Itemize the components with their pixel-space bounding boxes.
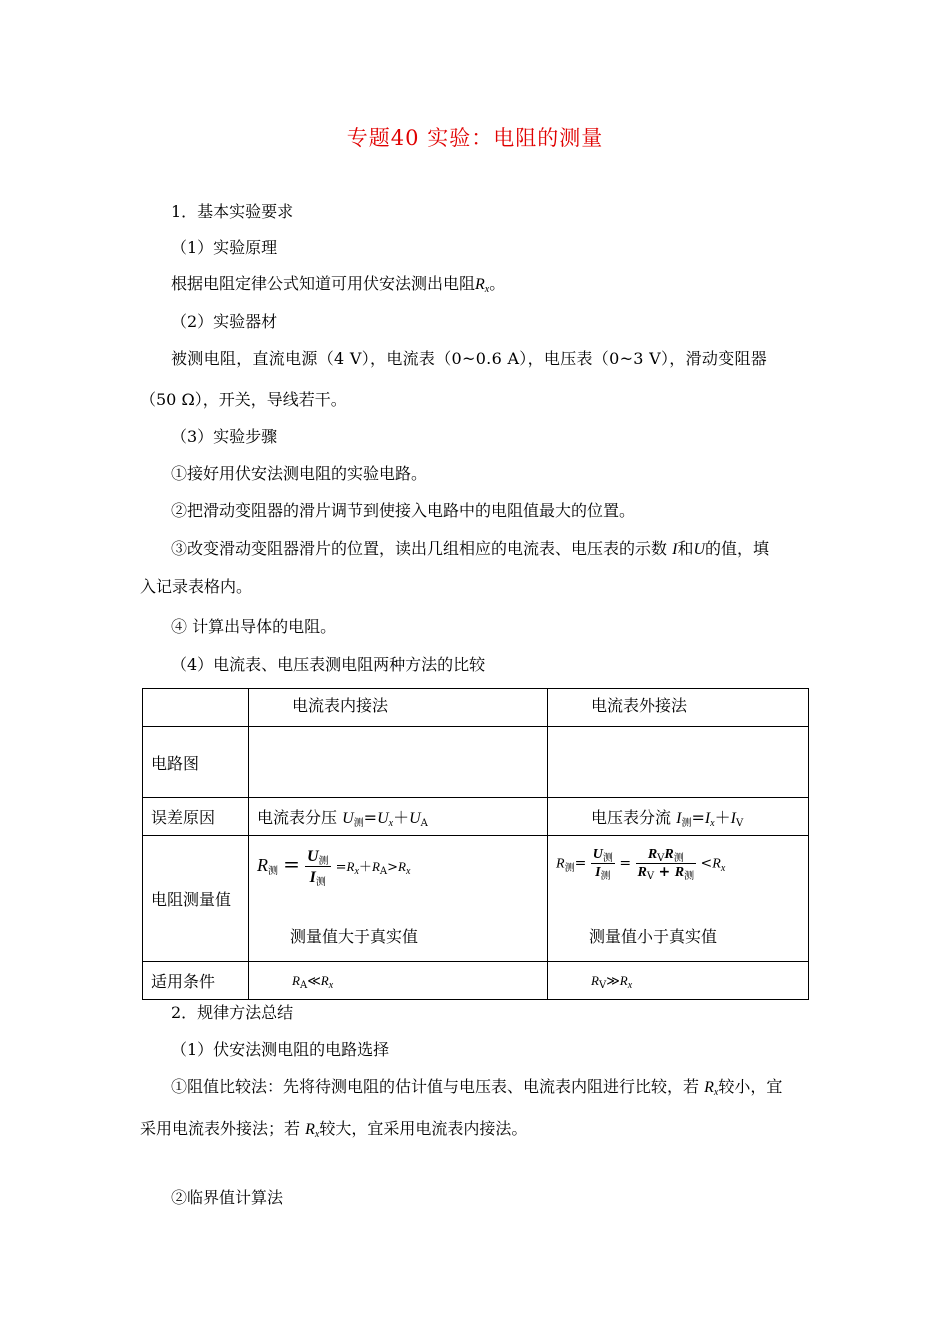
table-corner-cell	[143, 689, 249, 727]
row-label-error: 误差原因	[143, 798, 249, 836]
step-3-line-2: 入记录表格内。	[140, 577, 253, 596]
section-2-heading: 2．规律方法总结	[171, 1003, 294, 1022]
section-1-heading: 1．基本实验要求	[171, 202, 294, 221]
header-outer-method: 电流表外接法	[548, 689, 809, 727]
table-row	[143, 727, 809, 798]
row-label-circuit: 电路图	[143, 727, 249, 798]
method-2: ②临界值计算法	[171, 1188, 284, 1207]
table-row	[143, 798, 809, 836]
header-inner-method: 电流表内接法	[249, 689, 548, 727]
outer-value-formula: $R_测=$ $\frac{U_测}{I_测}$ = $\frac{R_VR_测}{R_V + R_测}$ $<R_x$	[556, 847, 726, 882]
page-title: 专题40 实验：电阻的测量	[346, 126, 604, 150]
principle-text: 根据电阻定律公式知道可用伏安法测出电阻Rx。	[171, 274, 506, 295]
row-label-condition: 适用条件	[143, 962, 249, 1000]
inner-value-note: 测量值大于真实值	[290, 927, 419, 946]
subsection-steps: （3）实验步骤	[171, 427, 278, 446]
outer-condition: $R_V≫R_x$	[548, 962, 809, 1000]
subsection-comparison: （4）电流表、电压表测电阻两种方法的比较	[171, 655, 486, 674]
inner-measured-value	[249, 836, 548, 962]
outer-circuit-diagram	[548, 727, 809, 798]
outer-value-note: 测量值小于真实值	[589, 927, 718, 946]
inner-value-formula: R测 = $\frac{\text{U测}}{\text{I测}}$ $=R_x+R_A>R_x$	[257, 848, 411, 888]
method-1-line-2: 采用电流表外接法；若 Rx较大，宜采用电流表内接法。	[140, 1119, 528, 1140]
inner-condition: $R_A≪R_x$	[249, 962, 548, 1000]
subsection-equipment: （2）实验器材	[171, 312, 278, 331]
comparison-table	[142, 688, 809, 1000]
outer-fraction-1: $\frac{U_测}{I_测}$	[592, 847, 613, 882]
method-1-line-1: ①阻值比较法：先将待测电阻的估计值与电压表、电流表内阻进行比较，若 Rx较小，宜	[171, 1077, 783, 1098]
step-4: ④ 计算出导体的电阻。	[171, 617, 337, 636]
equipment-line-1: 被测电阻，直流电源（4 V），电流表（0~0.6 A），电压表（0~3 V），滑动变阻器	[171, 349, 768, 368]
inner-fraction: $\frac{\text{U测}}{\text{I测}}$	[306, 848, 329, 888]
table-row	[143, 836, 809, 962]
subsection-circuit-choice: （1）伏安法测电阻的电路选择	[171, 1040, 390, 1059]
step-2: ②把滑动变阻器的滑片调节到使接入电路中的电阻值最大的位置。	[171, 501, 636, 520]
step-3: ③改变滑动变阻器滑片的位置，读出几组相应的电流表、电压表的示数 I和U的值，填	[171, 539, 770, 558]
table-row	[143, 962, 809, 1000]
inner-error-cause: 电流表分压 U测=Ux＋UA	[249, 798, 548, 836]
row-label-value: 电阻测量值	[143, 836, 249, 962]
subsection-principle: （1）实验原理	[171, 238, 278, 257]
outer-fraction-2: $\frac{R_VR_测}{R_V + R_测}$	[637, 847, 695, 882]
equipment-line-2: （50 Ω），开关，导线若干。	[140, 390, 347, 409]
outer-measured-value	[548, 836, 809, 962]
inner-circuit-diagram	[249, 727, 548, 798]
step-1: ①接好用伏安法测电阻的实验电路。	[171, 464, 428, 483]
outer-error-cause: 电压表分流 I测=Ix＋IV	[548, 798, 809, 836]
table-header-row	[143, 689, 809, 727]
